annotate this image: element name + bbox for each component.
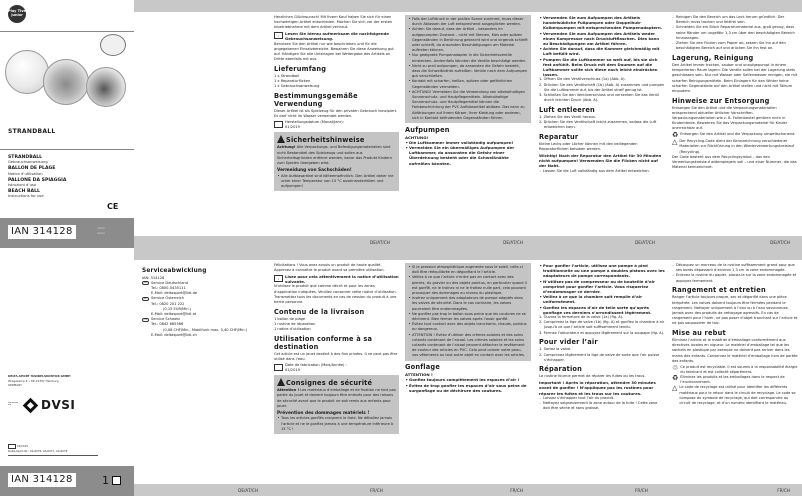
step: 3. Fermez l’obturateur et appuyez légèrement sur la soupape (fig. A). <box>539 330 665 335</box>
step: 1. Öffnen Sie den Ventilverschluss (1a) (Abb. A). <box>539 77 626 82</box>
dvsi-diamond-icon <box>23 397 39 413</box>
cover-page <box>0 0 134 248</box>
language-list <box>8 155 66 200</box>
divider <box>0 31 134 32</box>
list-item: • Kontakt mit scharfen, heißen, spitzen oder gefährlichen Gegenständen vermeiden. <box>408 79 528 89</box>
recycling-triangle-icon: △ <box>672 138 678 147</box>
list-item: • Si la pression atmosphérique augmente sous le soleil, celle-ci doit être rééquilibrée en dégonflant le l’article. <box>408 265 528 275</box>
book-icon: i <box>274 32 283 39</box>
lang-title-gb: BEACH BALL <box>8 188 40 194</box>
section-title: Aufpumpen <box>405 125 450 134</box>
recycling-triangle-icon: △ <box>672 384 678 393</box>
repair-warning: Wichtig! Nach der Reparatur den Artikel für 30 Minuten nicht aufpumpen! Verwenden Sie die Flicken nicht auf der Naht. <box>539 153 662 169</box>
footer-bar <box>134 236 270 248</box>
storage-body: Den Artikel immer trocken, sauber und unaufgepumpt in einem temperierten Raum lagern. Die Ventile sollen bei der Lagerung stets geschlossen sein. Nur mit Wasser oder Seifenwasser reinigen, nie mit scharfen Reinigungsmitteln. Beim Einlagern für den Winter keine scharfen Gegenstände auf den Artikel stellen und nicht mit Talkum einpudern. <box>672 62 798 93</box>
step: 1. Sortez la valve. <box>539 347 572 352</box>
ian-bar <box>0 466 134 496</box>
section-title: Lagerung, Reinigung <box>672 53 754 62</box>
service-entry-ch <box>142 317 266 338</box>
factory-date-icon <box>274 121 283 128</box>
disposal-note: Ce produit est recyclable. Il est soumis à la responsabilité élargie du fabricant et est collecté séparément. <box>680 364 798 374</box>
list-item: • ATTENTION ! Évitez d’utiliser des crèmes solaires et des soins cutanés contenant de l’alcool. Les crèmes solaires et les soins cutanés contenant de l’alcool peuvent détacher le revêtement de couleur des articles en PVC. Cela peut colorer votre peau, vos vêtements ou tout autre objet en contact avec les articles. <box>408 333 528 359</box>
list-item: - Laissez s’échapper tout l’air du produit. <box>539 396 665 401</box>
step: 2. Drücken Sie den Ventilschaft leicht zusammen, sodass die Luft entweichen kann. <box>539 120 657 130</box>
footer-bar <box>535 236 802 248</box>
scope-item: 1 x Strandball <box>274 73 300 78</box>
lang-title-de: STRANDBALL <box>8 155 43 160</box>
fr-page-2 <box>535 248 802 496</box>
tel-label: Tel.: <box>151 301 159 306</box>
illustration-page <box>134 0 270 248</box>
step: 2. Comprimez la tige de valve (1b) (fig. A) et gonflez la chambre à air jusqu’à ce que l’article soit suffisamment tendu. <box>539 320 665 330</box>
read-body: N’utilisez le produit que comme décrit et pour les zones d’application indiquées. Veuillez conserver cette notice d’utilisation. Transmettez tous les documents en cas de cession du produit à une tierce personne. <box>274 284 397 305</box>
list-item: • Pumpen Sie die Luftkammer so weit auf, bis sie sich fest anfühlt. Beim Druck mit dem Daumen auf die Luftkammer sollte sich diese noch leicht eindrücken lassen. <box>539 57 665 78</box>
section-title: Rangement et entretien <box>672 286 766 295</box>
section-title: Contenu de la livraison <box>274 307 365 316</box>
disposal-body: Éliminez l’article et le matériel d’emballage conformément aux directives locales en vigueur. Le matériel d’emballage tel que les sachets en plastique par exemple ne doivent pas arriver dans les mains des enfants. Conservez le matériel d’emballage hors de portée des enfants. <box>672 338 798 363</box>
dvsi-tagline: ▬▬ ▬▬ ▬▬ ▬▬ <box>8 402 19 406</box>
footer-bar <box>134 484 270 496</box>
attention-label: ACHTUNG! <box>405 134 429 140</box>
service-name: Service Deutschland <box>151 280 188 285</box>
dvsi-brand: DVSI <box>41 398 76 412</box>
trash-bin-icon: ♻ <box>672 131 679 140</box>
header-bar <box>270 248 535 260</box>
ce-mark: CE <box>107 202 119 211</box>
playtive-logo: Play Tive Junior <box>8 5 26 23</box>
header-bar <box>270 0 535 12</box>
footer-bar <box>270 236 535 248</box>
service-email[interactable]: E-Mail: deltasport@lidl.ch <box>151 332 197 337</box>
de-column-3 <box>539 15 665 174</box>
service-email[interactable]: E-Mail: deltasport@lidl.de <box>151 291 198 296</box>
back-date: 01/2019 <box>16 444 29 448</box>
page-number-text: 1 <box>102 474 109 487</box>
list-item: • Ne gonflez pas trop le ballon sous peine que les coutures ne se déchirent. Bien fermer les valves après l’avoir gonflé. <box>408 312 528 322</box>
imprint <box>8 374 71 388</box>
fr-page-1 <box>270 248 535 496</box>
footer-bar <box>535 484 802 496</box>
sub-title: Prévention des dommages matériels ! <box>277 410 370 416</box>
square-icon <box>112 476 121 485</box>
scope-item: 1 x Gebrauchsanweisung <box>274 84 320 89</box>
beach-ball-1 <box>5 50 49 94</box>
list-item: • Évitez tout contact avec des objets tranchants, chauds, pointus ou dangereux. <box>408 322 528 332</box>
footer-region: DE/AT/CH <box>238 488 258 493</box>
footer-region: FR/CH <box>510 488 523 493</box>
section-title: Réparation <box>539 365 583 374</box>
list-item: • Tous les articles gonflés craignent le froid. Ne déballez jamais l’article et ne le gonflez jamais à une température inférieure à 15 °C ! <box>277 416 396 432</box>
sub-title: Vermeidung von Sachschäden! <box>277 167 352 173</box>
footer-bar <box>270 484 535 496</box>
list-item: • Pour gonfler l’article, utilisez une pompe à pied traditionnelle ou une pompe à doubles pistons avec les adaptateurs de pompe correspondants. <box>539 263 665 279</box>
list-item: - Reinigen Sie den Bereich um das Leck herum gründlich. Der Bereich muss trocken und fettfrei sein. <box>672 15 798 25</box>
lang-subtitle-it: Istruzioni d’uso <box>8 183 37 188</box>
footer-region: DE/AT/CH <box>635 240 655 245</box>
intro-text: Herzlichen Glückwunsch! Mit Ihrem Kauf haben Sie sich für einen hochwertigen Artikel entschieden. Machen Sie sich vor der ersten Inbetriebnahme mit dem Artikel vertraut. <box>274 15 393 30</box>
safety-box-continued <box>405 263 531 361</box>
section-title: Pour vider l’air <box>539 338 598 347</box>
list-item: • Évitez de trop gonfler les espaces d’air sous peine de surgonflage ou de déchirure des coutures. <box>405 383 531 393</box>
flag-de-icon: DE <box>142 281 149 285</box>
tel-number[interactable]: 0820 201 222 <box>159 301 185 306</box>
scope-item: 1 x Reparaturflicken <box>274 79 311 84</box>
mfg-date: 01/2019 <box>285 125 300 130</box>
disposal-note: Éliminez les produits et les emballages dans le respect de l’environnement. <box>680 375 785 385</box>
de-page-1 <box>270 0 535 248</box>
flag-at-icon: AT <box>142 297 149 301</box>
list-item: - Nettoyez soigneusement la zone autour de la fuite ! Cette zone doit être sèche et sans graisse. <box>539 401 665 411</box>
de-column-4 <box>672 15 798 171</box>
mfg-date: 01/2019 <box>285 368 300 373</box>
section-title: Bestimmungsgemäße Verwendung <box>274 92 358 109</box>
company-name: DELTA-SPORT HANDELSKONTOR GMBH <box>8 374 71 378</box>
step: 1. Ziehen Sie das Ventil heraus. <box>539 114 596 119</box>
lang-subtitle-gb: Instructions for use <box>8 194 44 199</box>
service-email[interactable]: E-Mail: deltasport@lidl.at <box>151 311 197 316</box>
storage-body: Ranger l’article toujours propre, sec et dégonflé dans une pièce tempérée. Les valves doivent toujours être fermées pendant le rangement. Nettoyer uniquement à l’eau ou à l’eau savonneuse, jamais avec des produits de nettoyage agressifs. En cas de rangement pour l’hiver, ne pas poser d’objet tranchant sur l’article et ne pas saupoudrer de talc. <box>672 295 798 326</box>
list-item: • Veillez à ce que l’article n’entre pas en contact avec des pierres, du gravier ou des objets pointus, en particulier quand il est gonflé, ne le traînez ni ne le frottez nulle part, cela pouvant provoquer des dommages au niveau du plastique. <box>408 275 528 296</box>
footer-region: DE/AT/CH <box>370 240 390 245</box>
disposal-end: Der Code besteht aus dem Recyclingsymbol – das den Verwertungskreislauf widerspiegeln soll – und einer Nummer, die das Material kennzeichnet. <box>672 154 797 170</box>
product-image <box>5 45 130 105</box>
list-item: - Schneiden Sie ein Stück Reparaturmaterial aus, groß genug, dass seine Ränder um ungefähr 1,3 cm über den beschädigten Bereich hinausragen. <box>672 25 798 41</box>
tel-number[interactable]: 0842 665566 <box>159 322 184 327</box>
header-bar <box>535 0 802 12</box>
list-item: • Alle Aufblasartikel sind kälteempfindlich. Den Artikel daher nie unter einer Temperatur von 15 °C auseinanderfalten und aufpumpen! <box>277 174 396 190</box>
triman-recycle-icon: ♲ <box>672 363 679 372</box>
section-title: Lieferumfang <box>274 64 327 73</box>
safety-lead: Achtung! <box>277 145 296 150</box>
beach-ball-penguin <box>86 67 126 107</box>
list-item: • Insérez uniquement des adaptateurs de pompe adaptés dans les valves de sécurité. Dans le cas contraire, les valves pourraient être endommagées. <box>408 296 528 312</box>
flag-ch-icon: CH <box>142 318 149 322</box>
header-bar <box>134 248 270 260</box>
section-title: Luft entleeren <box>539 105 595 114</box>
safety-body: Les matériaux d’emballage et de fixation ne font pas partie du jouet et doivent toujours être enlevés pour des raisons de sécurité avant que le produit ne soit remis aux enfants pour jouer. <box>277 388 396 408</box>
attention-label: ATTENTION ! <box>405 372 433 378</box>
back-cover <box>0 248 134 496</box>
tel-label: Tel.: <box>151 285 159 290</box>
disposal-body: Entsorgen Sie den Artikel und die Verpackungsmaterialien entsprechend aktueller örtlicher Vorschriften. Verpackungsmaterialien wie z. B. Folienbeutel gehören nicht in Kinderhände. Bewahren Sie das Verpackungsmaterial für Kinder unerreichbar auf. <box>672 105 788 131</box>
section-title: Consignes de sécurité <box>286 379 373 388</box>
dvsi-logo <box>8 398 75 412</box>
safety-box <box>274 132 399 191</box>
section-title: Gonflage <box>405 363 441 372</box>
section-title: Mise au rebut <box>672 329 726 338</box>
safety-box-continued <box>405 15 531 123</box>
item-info <box>8 443 98 456</box>
ian-bar <box>0 218 134 248</box>
safety-lead: Attention ! <box>277 388 300 393</box>
safety-body: Alle Verpackungs- und Befestigungsmaterialien sind nicht Bestandteil des Spielzeugs und sollen aus Sicherheitsgründen entfernt werden, bevor das Produkt Kindern zum Spielen übergeben wird. <box>277 145 393 166</box>
list-item: • Gonflez toujours complètement les espaces d’air ! <box>405 377 531 382</box>
footer-region: FR/CH <box>370 488 383 493</box>
company-address: Wragekamp 6 • DE-22397 Hamburg <box>8 378 59 383</box>
step: 3. Schließen Sie den Ventilverschluss und versenken Sie das Ventil durch leichten Druck (Abb. A). <box>539 93 659 103</box>
section-title: Sicherheitshinweise <box>286 136 365 145</box>
safety-box <box>274 375 399 434</box>
list-item: • Vermeiden Sie ein übermäßiges Aufpumpen der Luftkammer, da ansonsten die Gefahr einer Überdehnung besteht oder die Schweißnähte aufreißen könnten. <box>405 145 531 166</box>
service-title: Serviceabwicklung <box>142 267 207 274</box>
list-item: - Découpez un morceau de la rustine suffisamment grand pour que ses bords dépassent d’environ 1,3 cm la zone endommagée. <box>672 263 798 273</box>
book-icon: i <box>274 275 283 282</box>
scope-item: 1 notice d’utilisation <box>274 327 311 332</box>
list-item: • Die Luftkammer immer vollständig aufpumpen! <box>405 140 531 145</box>
item-numbers: Delta-Sport-Nr.: AS-6076, AS-6077, AS-6078 <box>8 449 68 453</box>
lang-subtitle-fr: Notice d’utilisation <box>8 171 43 176</box>
warning-icon <box>277 135 285 143</box>
service-page <box>134 248 270 496</box>
use-body: Dieser Artikel ist als Spielzeug für den privaten Gebrauch konzipiert. Es darf nicht im Wasser verwendet werden. <box>274 109 398 119</box>
tel-note: (0,15 EUR/Min.) <box>163 306 192 311</box>
list-item: • N’utilisez pas de compresseur ou de bouteille d’air comprimé pour gonfler l’article. Vous risqueriez d’endommager ce dernier. <box>539 279 665 295</box>
trash-bin-icon: ♻ <box>672 374 679 383</box>
section-title: Reparatur <box>539 133 579 142</box>
lang-subtitle-de: Gebrauchsanweisung <box>8 160 48 165</box>
warning-icon <box>277 378 285 386</box>
footer-region: DE/AT/CH <box>503 240 523 245</box>
header-bar <box>134 0 270 12</box>
step: 2. Comprimez légèrement la tige de valve de sorte que l’air puisse s’échapper. <box>539 352 660 362</box>
repair-body: La rustine fournie permet de réparer les fuites ou les trous. <box>539 374 646 379</box>
service-entry-at <box>142 296 266 317</box>
intro-text: Félicitations ! Vous avez acquis un produit de haute qualité. Apprenez à connaître le produit avant sa première utilisation. <box>274 263 385 273</box>
company-country: GERMANY <box>8 383 23 388</box>
lang-title-it: PALLONE DA SPIAGGIA <box>8 177 67 183</box>
list-item: • Verwenden Sie zum Aufpumpen des Artikels weder einen Kompressor noch Druckluftflaschen. Dies kann zu Beschädigungen am Artikel führen. <box>539 31 665 47</box>
list-item: • Nur geeignete Pumpenadapter in die Sicherheitsventile einstecken. Andernfalls könnten die Ventile beschädigt werden. <box>408 53 528 63</box>
tel-number[interactable]: 0800-5435111 <box>159 285 186 290</box>
repair-body: Kleine Lecks oder Löcher können mit den beiliegenden Reparaturflicken behoben werden. <box>539 142 638 152</box>
disposal-note: Der Recycling-Code dient der Kennzeichnung verschiedener Materialien zur Rückführung in den Wiederverwertungskreislauf (Recycling). <box>679 139 795 154</box>
fr-column-2 <box>405 263 531 393</box>
list-item: • Nicht zu prall aufpumpen, da ansonsten die Gefahr besteht, dass die Schweißnähte aufreißen. Ventile nach dem Aufpumpen gut verschließen. <box>408 64 528 80</box>
factory-date-icon <box>274 364 283 371</box>
mfg-label: Date de fabrication (Mois/Année) : <box>285 362 347 367</box>
read-note: Lisez pour cela attentivement la notice d’utilisation suivante. <box>285 274 399 285</box>
list-item: - Lassen Sie die Luft vollständig aus dem Artikel entweichen. <box>539 169 665 174</box>
step: 1. Ouvrez la fermeture de la valve (1a) (fig. A). <box>539 315 624 320</box>
page-number <box>102 474 121 487</box>
list-item: • Falls der Luftdruck in der prallen Sonne zunimmt, muss dieser durch Ablassen der Luft entsprechend ausgeglichen werden. <box>408 17 528 27</box>
fr-column-3 <box>539 263 665 411</box>
section-title: Utilisation conforme à sa destination <box>274 334 373 351</box>
tel-note: (0,08 CHF/Min., Mobilfunk max. 0,40 CHF/Min.) <box>163 327 248 332</box>
fr-column-1 <box>274 263 399 434</box>
fr-column-4 <box>672 263 798 406</box>
divider <box>0 149 134 150</box>
ian-number: IAN 314128 <box>8 225 76 239</box>
country-flags-icon: ⬭⬭⬭ ⬭⬭⬭ <box>97 226 105 235</box>
disposal-note: Entsorgen Sie den Artikel und die Verpackung umweltschonend. <box>680 132 796 137</box>
lang-title-fr: BALLON DE PLAGE <box>8 166 56 172</box>
list-item: • Veillez à ce que la chambre soit remplie d’air uniformément. <box>539 294 665 304</box>
step: 2. Drücken Sie den Ventilschaft (1b) (Abb. A) zusammen und pumpen Sie die Luftkammer auf, bis der Artikel straff genug ist. <box>539 82 665 92</box>
section-title: Hinweise zur Entsorgung <box>672 96 770 105</box>
de-column-2 <box>405 15 531 166</box>
list-item: - Ziehen Sie den Flicken vom Papier ab, setzen Sie ihn auf den beschädigten Bereich auf und drücken Sie ihn fest an. <box>672 41 798 51</box>
service-name: Service Schweiz <box>151 317 180 322</box>
ian-number: IAN 314128 <box>8 473 76 487</box>
de-page-2 <box>535 0 802 248</box>
service-ian: IAN: 314128 <box>142 275 165 280</box>
disposal-note: Le code de recyclage est utilisé pour identifier les différents matériaux pour le retour dans le circuit de recyclage. Le code se compose du symbole de recyclage, qui doit correspondre au circuit de recyclage, et d’un numéro identifiant le matériau. <box>679 385 796 406</box>
service-entry-de <box>142 281 266 297</box>
footer-region: DE/AT/CH <box>770 240 790 245</box>
list-item: • Verwenden Sie zum Aufpumpen des Artikels handelsübliche Fußpumpen oder Doppelhub-Kolbenpumpen mit entsprechenden Pumpenadaptern. <box>539 15 665 31</box>
list-item: • Achten Sie darauf, dass die Kammer gleichmäßig mit Luft befüllt wird. <box>539 46 665 56</box>
list-item: • Achten Sie darauf, dass der Artikel – besonders im aufgepumpten Zustand – nicht mit Steinen, Kies oder spitzen Gegenständen in Berührung gebracht wird und nirgends schleift oder schleift, da ansonsten Beschädigungen am Material auftreten können. <box>408 27 528 53</box>
beach-ball-2 <box>43 59 89 105</box>
list-item: • ACHTUNG! Vermeiden Sie die Verwendung von alkoholhaltigen Sonnenschutz- und Hautpflegemitteln. Alkoholhaltige Sonnenschutz- und Hautpflegemittel können die Farbbeschichtung der PVC Aufblasartikel ablösen. Das kann zu Abfärbungen auf Ihrem Körper, Ihrer Kleidung oder anderen, sich in Kontakt befindenden Gegenständen führen. <box>408 90 528 121</box>
tel-label: Tel.: <box>151 322 159 327</box>
list-item: • Gonflez les espaces d’air de telle sorte qu’après gonflage ces derniers s’arrondissent légèrement. <box>539 305 665 315</box>
de-column-1 <box>274 15 399 191</box>
header-bar <box>535 248 802 260</box>
product-title: STRANDBALL <box>8 128 56 135</box>
read-body: Benutzen Sie den Artikel nur wie beschrieben und für die angegebenen Einsatzbereiche. Bewahren Sie diese Anweisung gut auf. Händigen Sie alle Unterlagen bei Weitergabe des Artikels an Dritte ebenfalls mit aus. <box>274 41 394 62</box>
use-body: Cet article est un jouet destiné à des fins privées. Il ne peut pas être utilisé dans l’eau. <box>274 351 398 362</box>
read-note: Lesen Sie hierzu aufmerksam die nachfolgende Gebrauchsanweisung. <box>285 31 389 42</box>
service-column <box>142 264 266 338</box>
service-name: Service Österreich <box>151 296 185 301</box>
scope-item: 1 ballon de plage <box>274 316 306 321</box>
repair-warning: Important ! Après la réparation, attendre 30 minutes avant de gonfler ! N’appliquez pas les rustines pour réparer les fuites et les trous sur les coutures. <box>539 380 656 396</box>
list-item: - Enlevez la rustine du papier, placez-la sur la zone endommagée et appuyez fermement. <box>672 273 798 283</box>
footer-region: FR/CH <box>777 488 790 493</box>
mfg-label: Herstellungsdatum (Monat/Jahr): <box>285 120 344 125</box>
scope-item: 1 rustine de réparation <box>274 321 316 326</box>
footer-region: FR/CH <box>635 488 648 493</box>
